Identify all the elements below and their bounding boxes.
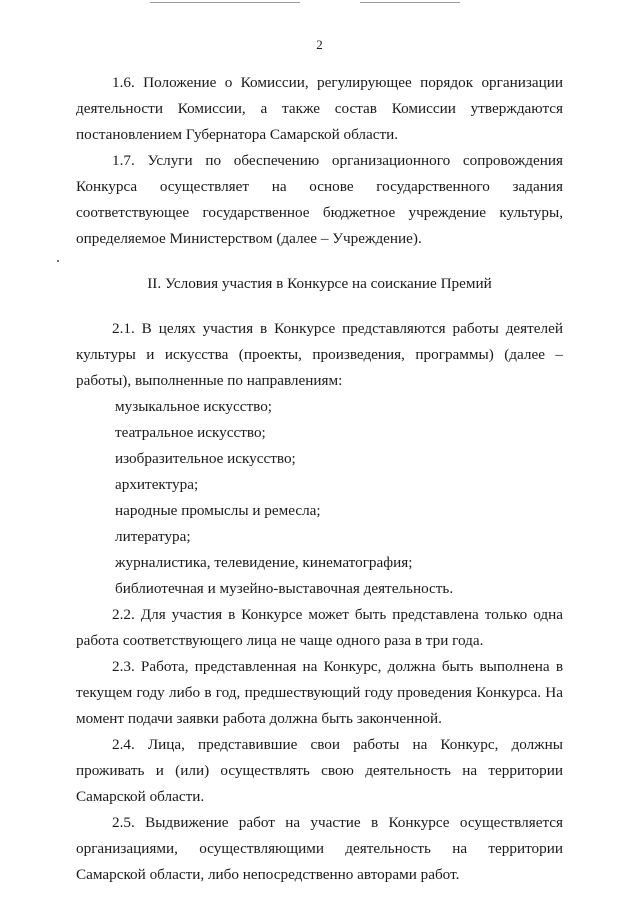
page-number: 2 <box>316 37 323 52</box>
scan-artifact-dot <box>57 260 59 262</box>
scan-artifact-line <box>360 2 460 3</box>
list-item: музыкальное искусство; <box>115 398 273 415</box>
paragraph-2-4: 2.4. Лица, представившие свои работы на Конкурс, должны проживать и (или) осуществлять свою деятельность на территории Самарской области. <box>76 736 563 805</box>
paragraph-1-6: 1.6. Положение о Комиссии, регулирующее порядок организации деятельности Комиссии, а также состав Комиссии утверждаются постановлением Губернатора Самарской области. <box>76 74 563 143</box>
paragraph-2-1: 2.1. В целях участия в Конкурсе представляются работы деятелей культуры и искусства (проекты, произведения, программы) (далее – работы), выполненные по направлениям: <box>76 320 563 389</box>
list-item: архитектура; <box>115 476 199 493</box>
list-item: библиотечная и музейно-выставочная деятельность. <box>115 580 454 597</box>
paragraph-1-7: 1.7. Услуги по обеспечению организационного сопровождения Конкурса осуществляет на основе государственного задания соответствующее государственное бюджетное учреждение культуры, определяемое Министерством (далее – Учреждение). <box>76 152 563 247</box>
list-item: журналистика, телевидение, кинематография; <box>115 554 413 571</box>
list-item: театральное искусство; <box>115 424 266 441</box>
paragraph-2-5: 2.5. Выдвижение работ на участие в Конкурсе осуществляется организациями, осуществляющими деятельность на территории Самарской области, либо непосредственно авторами работ. <box>76 814 563 883</box>
section-heading: II. Условия участия в Конкурсе на соискание Премий <box>147 275 492 292</box>
document-body <box>76 70 563 888</box>
list-item: литература; <box>115 528 191 545</box>
paragraph-2-3: 2.3. Работа, представленная на Конкурс, должна быть выполнена в текущем году либо в год, предшествующий году проведения Конкурса. На момент подачи заявки работа должна быть законченной. <box>76 658 563 727</box>
list-item: изобразительное искусство; <box>115 450 296 467</box>
scan-artifact-line <box>150 2 300 3</box>
list-item: народные промыслы и ремесла; <box>115 502 321 519</box>
paragraph-2-2: 2.2. Для участия в Конкурсе может быть представлена только одна работа соответствующего лица не чаще одного раза в три года. <box>76 606 563 649</box>
directions-list <box>76 394 563 602</box>
